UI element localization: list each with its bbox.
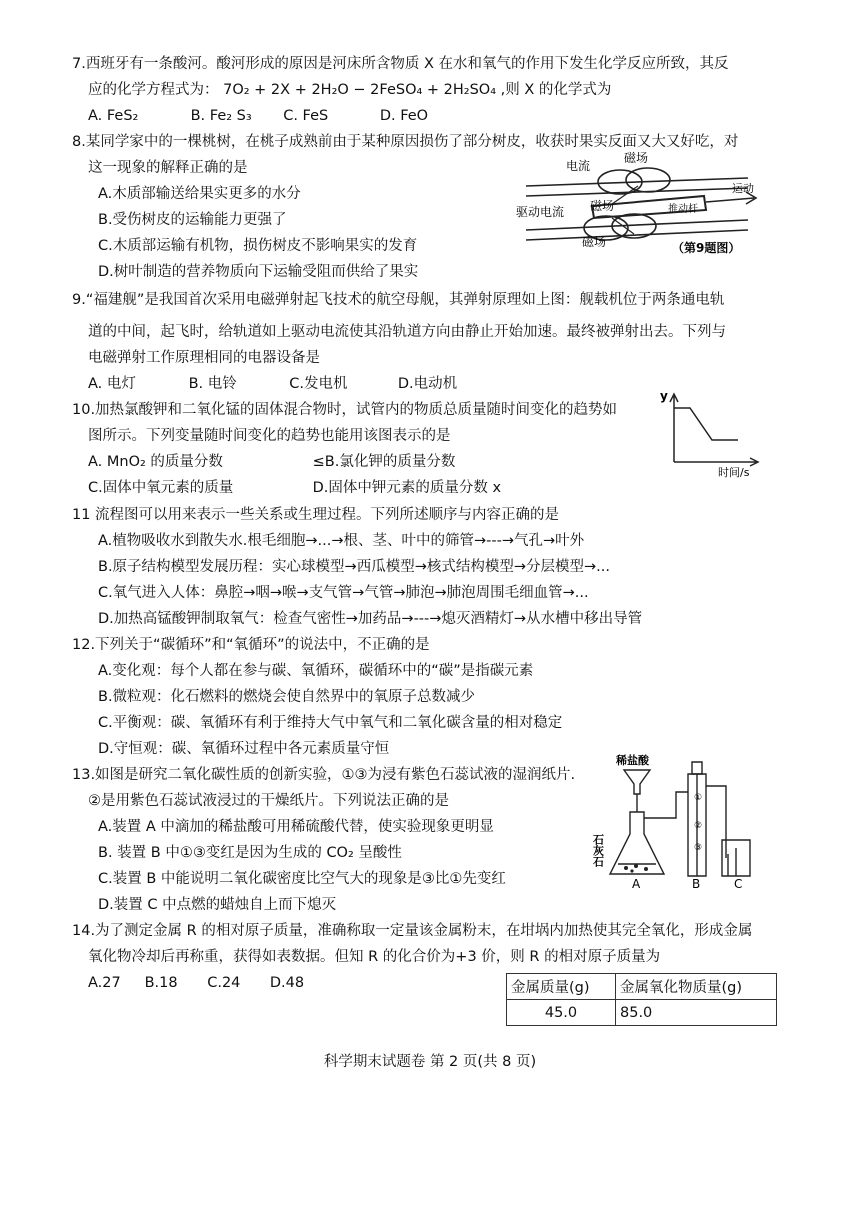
q13-label-limestone: 石灰石 — [591, 834, 605, 867]
q14-option-d: D.48 — [269, 975, 305, 991]
q9-stem-3: 电磁弹射工作原理相同的电器设备是 — [88, 350, 320, 366]
q10-option-c: C.固体中氧元素的质量 — [88, 480, 234, 496]
q9-options — [88, 374, 457, 394]
q10-stem: 10.加热氯酸钾和二氧化锰的固体混合物时，试管内的物质总质量随时间变化的趋势如 — [72, 402, 618, 418]
q7-options — [88, 106, 428, 126]
q11-option-a: A.植物吸收水到散失水.根毛细胞→...→根、茎、叶中的筛管→---→气孔→叶外 — [98, 533, 585, 549]
q13-option-a: A.装置 A 中滴加的稀盐酸可用稀硫酸代替，使实验现象更明显 — [98, 819, 494, 835]
q7-option-c: C. FeS — [283, 108, 329, 124]
table-header-row — [507, 974, 777, 1000]
q14-stem: 14.为了测定金属 R 的相对原子质量，准确称取一定量该金属粉末，在坩埚内加热使其完全氧化，形成金属 — [72, 923, 753, 939]
q7-equation: 应的化学方程式为： 7O₂ + 2X + 2H₂O − 2FeSO₄ + 2H₂SO₄ ,则 X 的化学式为 — [88, 82, 612, 98]
q13-stem-2: ②是用紫色石蕊试液浸过的干燥纸片。下列说法正确的是 — [88, 793, 449, 809]
q10-options-row2 — [88, 478, 501, 498]
q10-graph-xlabel: 时间/s — [718, 466, 750, 479]
fig9-label-motion: 运动 — [732, 182, 754, 195]
q13-label-a: A — [632, 877, 641, 891]
fig9-label-field1: 磁场 — [624, 151, 649, 165]
q9-option-b: B. 电铃 — [188, 376, 237, 392]
q12-option-d: D.守恒观：碳、氧循环过程中各元素质量守恒 — [98, 741, 390, 757]
q10-graph — [656, 388, 764, 479]
q8-option-a: A.木质部输送给果实更多的水分 — [98, 186, 301, 202]
q11-stem: 11 流程图可以用来表示一些关系或生理过程。下列所述顺序与内容正确的是 — [72, 507, 560, 523]
q7-option-d: D. FeO — [379, 108, 429, 124]
q10-options-row1 — [88, 452, 455, 472]
q8-option-c: C.木质部运输有机物，损伤树皮不影响果实的发育 — [98, 238, 418, 254]
fig9-label-drive: 驱动电流 — [516, 205, 565, 219]
fig9-caption: （第9题图） — [672, 241, 741, 255]
q11-option-d: D.加热高锰酸钾制取氧气：检查气密性→加药品→---→熄灭酒精灯→从水槽中移出导管 — [98, 611, 643, 627]
q13-label-c: C — [734, 877, 743, 891]
q10-option-d: D.固体中钾元素的质量分数 x — [312, 480, 502, 496]
q7-stem: 7.西班牙有一条酸河。酸河形成的原因是河床所含物质 X 在水和氧气的作用下发生化学反应所致，其反 — [72, 56, 729, 72]
q13-apparatus-diagram — [591, 752, 764, 892]
q14-option-b: B.18 — [144, 975, 178, 991]
table-cell-metal-mass: 45.0 — [507, 1000, 616, 1026]
q13-label-n1: ① — [694, 793, 703, 803]
q14-data-table — [506, 973, 777, 1026]
q12-option-c: C.平衡观：碳、氧循环有利于维持大气中氧气和二氧化碳含量的相对稳定 — [98, 715, 563, 731]
table-header-metal-mass: 金属质量(g) — [507, 974, 616, 1000]
page-footer: 科学期末试题卷 第 2 页(共 8 页) — [323, 1054, 537, 1070]
q8-option-d: D.树叶制造的营养物质向下运输受阻而供给了果实 — [98, 264, 419, 280]
q9-stem-2: 道的中间，起飞时，给轨道如上驱动电流使其沿轨道方向由静止开始加速。最终被弹射出去。下列与 — [88, 324, 726, 340]
q11-option-b: B.原子结构模型发展历程：实心球模型→西瓜模型→核式结构模型→分层模型→... — [98, 559, 610, 575]
q10-graph-ylabel: y — [660, 389, 668, 403]
q13-label-acid: 稀盐酸 — [616, 754, 649, 767]
q12-option-b: B.微粒观：化石燃料的燃烧会使自然界中的氧原子总数减少 — [98, 689, 476, 705]
q9-option-a: A. 电灯 — [88, 376, 136, 392]
q13-label-n2: ② — [694, 821, 703, 831]
q13-option-b: B. 装置 B 中①③变红是因为生成的 CO₂ 呈酸性 — [98, 845, 402, 861]
q12-option-a: A.变化观：每个人都在参与碳、氧循环，碳循环中的“碳”是指碳元素 — [98, 663, 534, 679]
q10-option-b: ≤B.氯化钾的质量分数 — [312, 454, 456, 470]
q10-option-a: A. MnO₂ 的质量分数 — [88, 454, 223, 470]
q10-stem-2: 图所示。下列变量随时间变化的趋势也能用该图表示的是 — [88, 428, 451, 444]
q7-option-a: A. FeS₂ — [88, 108, 139, 124]
q13-option-d: D.装置 C 中点燃的蜡烛自上而下熄灭 — [98, 897, 337, 913]
q11-option-c: C.氧气进入人体：鼻腔→咽→喉→支气管→气管→肺泡→肺泡周围毛细血管→... — [98, 585, 589, 601]
q14-option-a: A.27 — [88, 975, 121, 991]
q9-option-c: C.发电机 — [289, 376, 348, 392]
fig9-label-field3: 磁场 — [582, 235, 607, 249]
q14-stem-2: 氧化物冷却后再称重，获得如表数据。但知 R 的化合价为+3 价，则 R 的相对原子质量为 — [88, 949, 661, 965]
q12-stem: 12.下列关于“碳循环”和“氧循环”的说法中，不正确的是 — [72, 637, 430, 653]
fig9-label-field2: 磁场 — [590, 199, 615, 213]
q13-stem: 13.如图是研究二氧化碳性质的创新实验，①③为浸有紫色石蕊试液的湿润纸片. — [72, 767, 576, 783]
q14-option-c: C.24 — [207, 975, 241, 991]
table-row — [507, 1000, 777, 1026]
q13-label-b: B — [692, 877, 701, 891]
q14-options — [88, 973, 304, 993]
q8-option-b: B.受伤树皮的运输能力更强了 — [98, 212, 287, 228]
q9-option-d: D.电动机 — [397, 376, 458, 392]
q8-stem-2: 这一现象的解释正确的是 — [88, 160, 248, 176]
q13-option-c: C.装置 B 中能说明二氧化碳密度比空气大的现象是③比①先变红 — [98, 871, 506, 887]
fig9-label-current: 电流 — [566, 159, 591, 173]
q9-stem: 9.“福建舰”是我国首次采用电磁弹射起飞技术的航空母舰，其弹射原理如上图：舰载机位于两条通电轨 — [72, 292, 725, 308]
q8-stem: 8.某同学家中的一棵桃树，在桃子成熟前由于某种原因损伤了部分树皮，收获时果实反面又大又好吃，对 — [72, 134, 739, 150]
table-header-oxide-mass: 金属氧化物质量(g) — [616, 974, 777, 1000]
fig9-diagram — [508, 148, 770, 258]
fig9-label-push: 推动杆 — [668, 204, 698, 215]
q13-label-n3: ③ — [694, 843, 703, 853]
table-cell-oxide-mass: 85.0 — [616, 1000, 777, 1026]
q7-option-b: B. Fe₂ S₃ — [190, 108, 252, 124]
